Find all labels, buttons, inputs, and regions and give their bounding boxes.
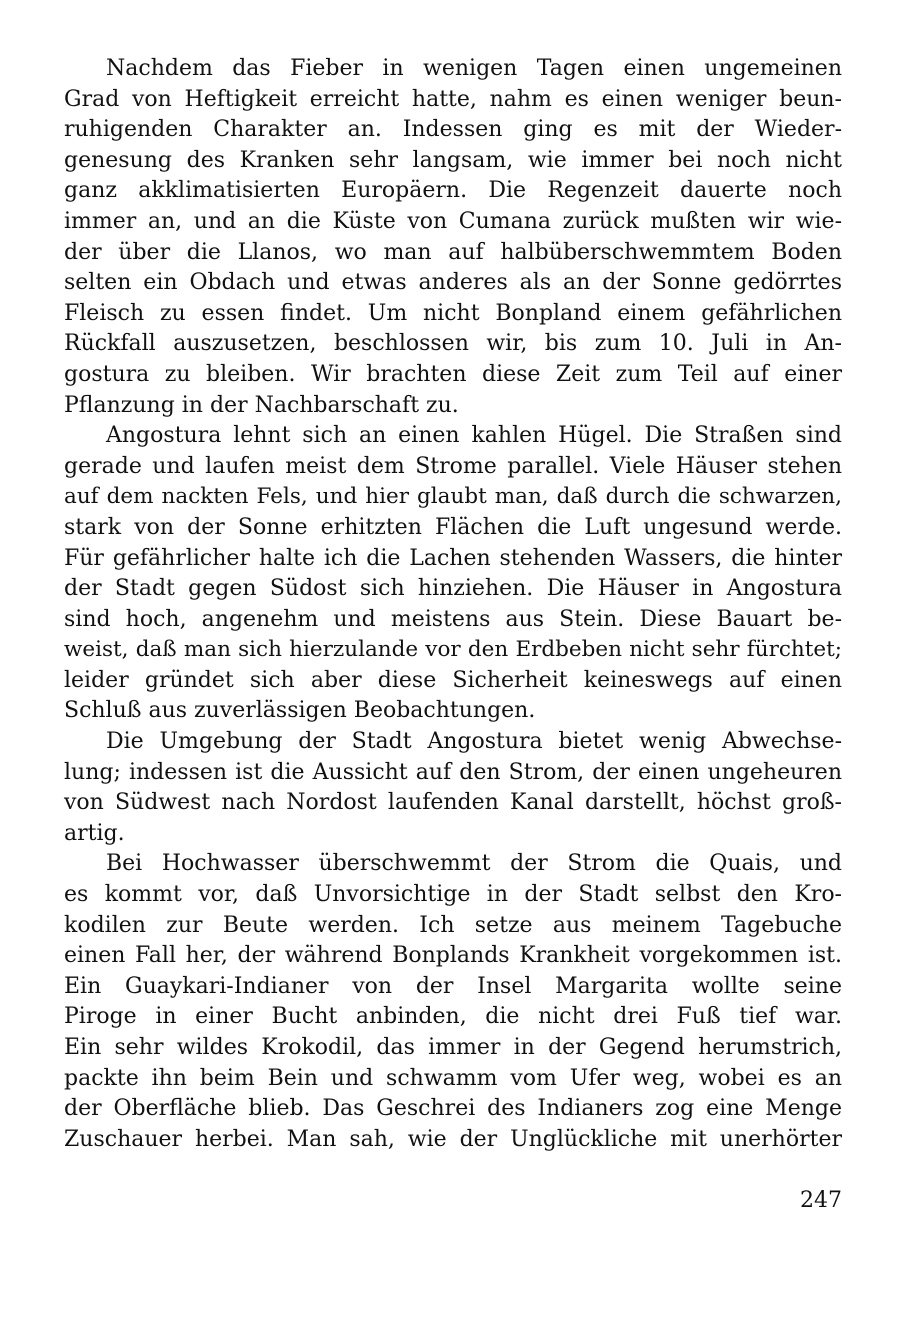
page-number: 247 xyxy=(800,1188,842,1213)
text-line: Pflanzung in der Nachbarschaft zu. xyxy=(64,392,459,418)
text-line: stark von der Sonne erhitzten Flächen die Luft ungesund werde. xyxy=(64,514,842,540)
text-line: weist, daß man sich hierzulande vor den Erdbeben nicht sehr fürchtet; xyxy=(64,637,842,663)
text-line: Piroge in einer Bucht anbinden, die nicht drei Fuß tief war. xyxy=(64,1004,842,1030)
text-line: Für gefährlicher halte ich die Lachen stehenden Wassers, die hinter xyxy=(64,545,842,571)
text-line: Fleisch zu essen findet. Um nicht Bonpland einem gefährlichen xyxy=(64,300,842,326)
text-line: von Südwest nach Nordost laufenden Kanal darstellt, höchst groß- xyxy=(64,790,842,816)
text-line: artig. xyxy=(64,820,125,846)
text-line: auf dem nackten Fels, und hier glaubt man, daß durch die schwarzen, xyxy=(64,484,842,510)
paragraph xyxy=(64,727,842,849)
text-line: Rückfall auszusetzen, beschlossen wir, bis zum 10. Juli in An- xyxy=(64,331,842,357)
text-line: selten ein Obdach und etwas anderes als an der Sonne gedörrtes xyxy=(64,270,842,296)
text-line: ruhigenden Charakter an. Indessen ging es mit der Wieder- xyxy=(64,117,842,143)
text-line: Bei Hochwasser überschwemmt der Strom die Quais, und xyxy=(106,851,842,877)
text-line: ganz akklimatisierten Europäern. Die Regenzeit dauerte noch xyxy=(64,178,842,204)
text-line: gostura zu bleiben. Wir brachten diese Zeit zum Teil auf einer xyxy=(64,361,842,387)
text-line: kodilen zur Beute werden. Ich setze aus meinem Tagebuche xyxy=(64,912,842,938)
text-line: leider gründet sich aber diese Sicherheit keineswegs auf einen xyxy=(64,667,842,693)
text-line: der Oberfläche blieb. Das Geschrei des Indianers zog eine Menge xyxy=(64,1096,842,1122)
text-line: Angostura lehnt sich an einen kahlen Hügel. Die Straßen sind xyxy=(106,423,842,449)
text-line: genesung des Kranken sehr langsam, wie immer bei noch nicht xyxy=(64,147,842,173)
paragraph xyxy=(64,849,842,1155)
text-line: Ein sehr wildes Krokodil, das immer in der Gegend herumstrich, xyxy=(64,1035,842,1060)
text-line: Grad von Heftigkeit erreicht hatte, nahm es einen weniger beun- xyxy=(64,86,842,112)
body-text xyxy=(64,54,842,1155)
paragraph xyxy=(64,421,842,727)
text-line: der über die Llanos, wo man auf halbüberschwemmtem Boden xyxy=(64,239,842,265)
text-line: der Stadt gegen Südost sich hinziehen. Die Häuser in Angostura xyxy=(64,576,842,602)
paragraph xyxy=(64,54,842,421)
text-line: Schluß aus zuverlässigen Beobachtungen. xyxy=(64,698,536,724)
text-line: gerade und laufen meist dem Strome parallel. Viele Häuser stehen xyxy=(64,453,842,479)
text-line: packte ihn beim Bein und schwamm vom Ufer weg, wobei es an xyxy=(64,1065,842,1091)
text-line: Ein Guaykari-Indianer von der Insel Margarita wollte seine xyxy=(64,973,842,999)
text-line: einen Fall her, der während Bonplands Krankheit vorgekommen ist. xyxy=(64,943,842,969)
text-line: Die Umgebung der Stadt Angostura bietet wenig Abwechse- xyxy=(106,729,842,755)
text-line: Nachdem das Fieber in wenigen Tagen einen ungemeinen xyxy=(106,56,842,81)
text-line: lung; indessen ist die Aussicht auf den Strom, der einen ungeheuren xyxy=(64,759,842,785)
text-line: Zuschauer herbei. Man sah, wie der Unglückliche mit unerhörter xyxy=(64,1126,842,1152)
text-line: sind hoch, angenehm und meistens aus Stein. Diese Bauart be- xyxy=(64,606,842,632)
text-line: es kommt vor, daß Unvorsichtige in der Stadt selbst den Kro- xyxy=(64,882,842,908)
text-line: immer an, und an die Küste von Cumana zurück mußten wir wie- xyxy=(64,208,842,234)
